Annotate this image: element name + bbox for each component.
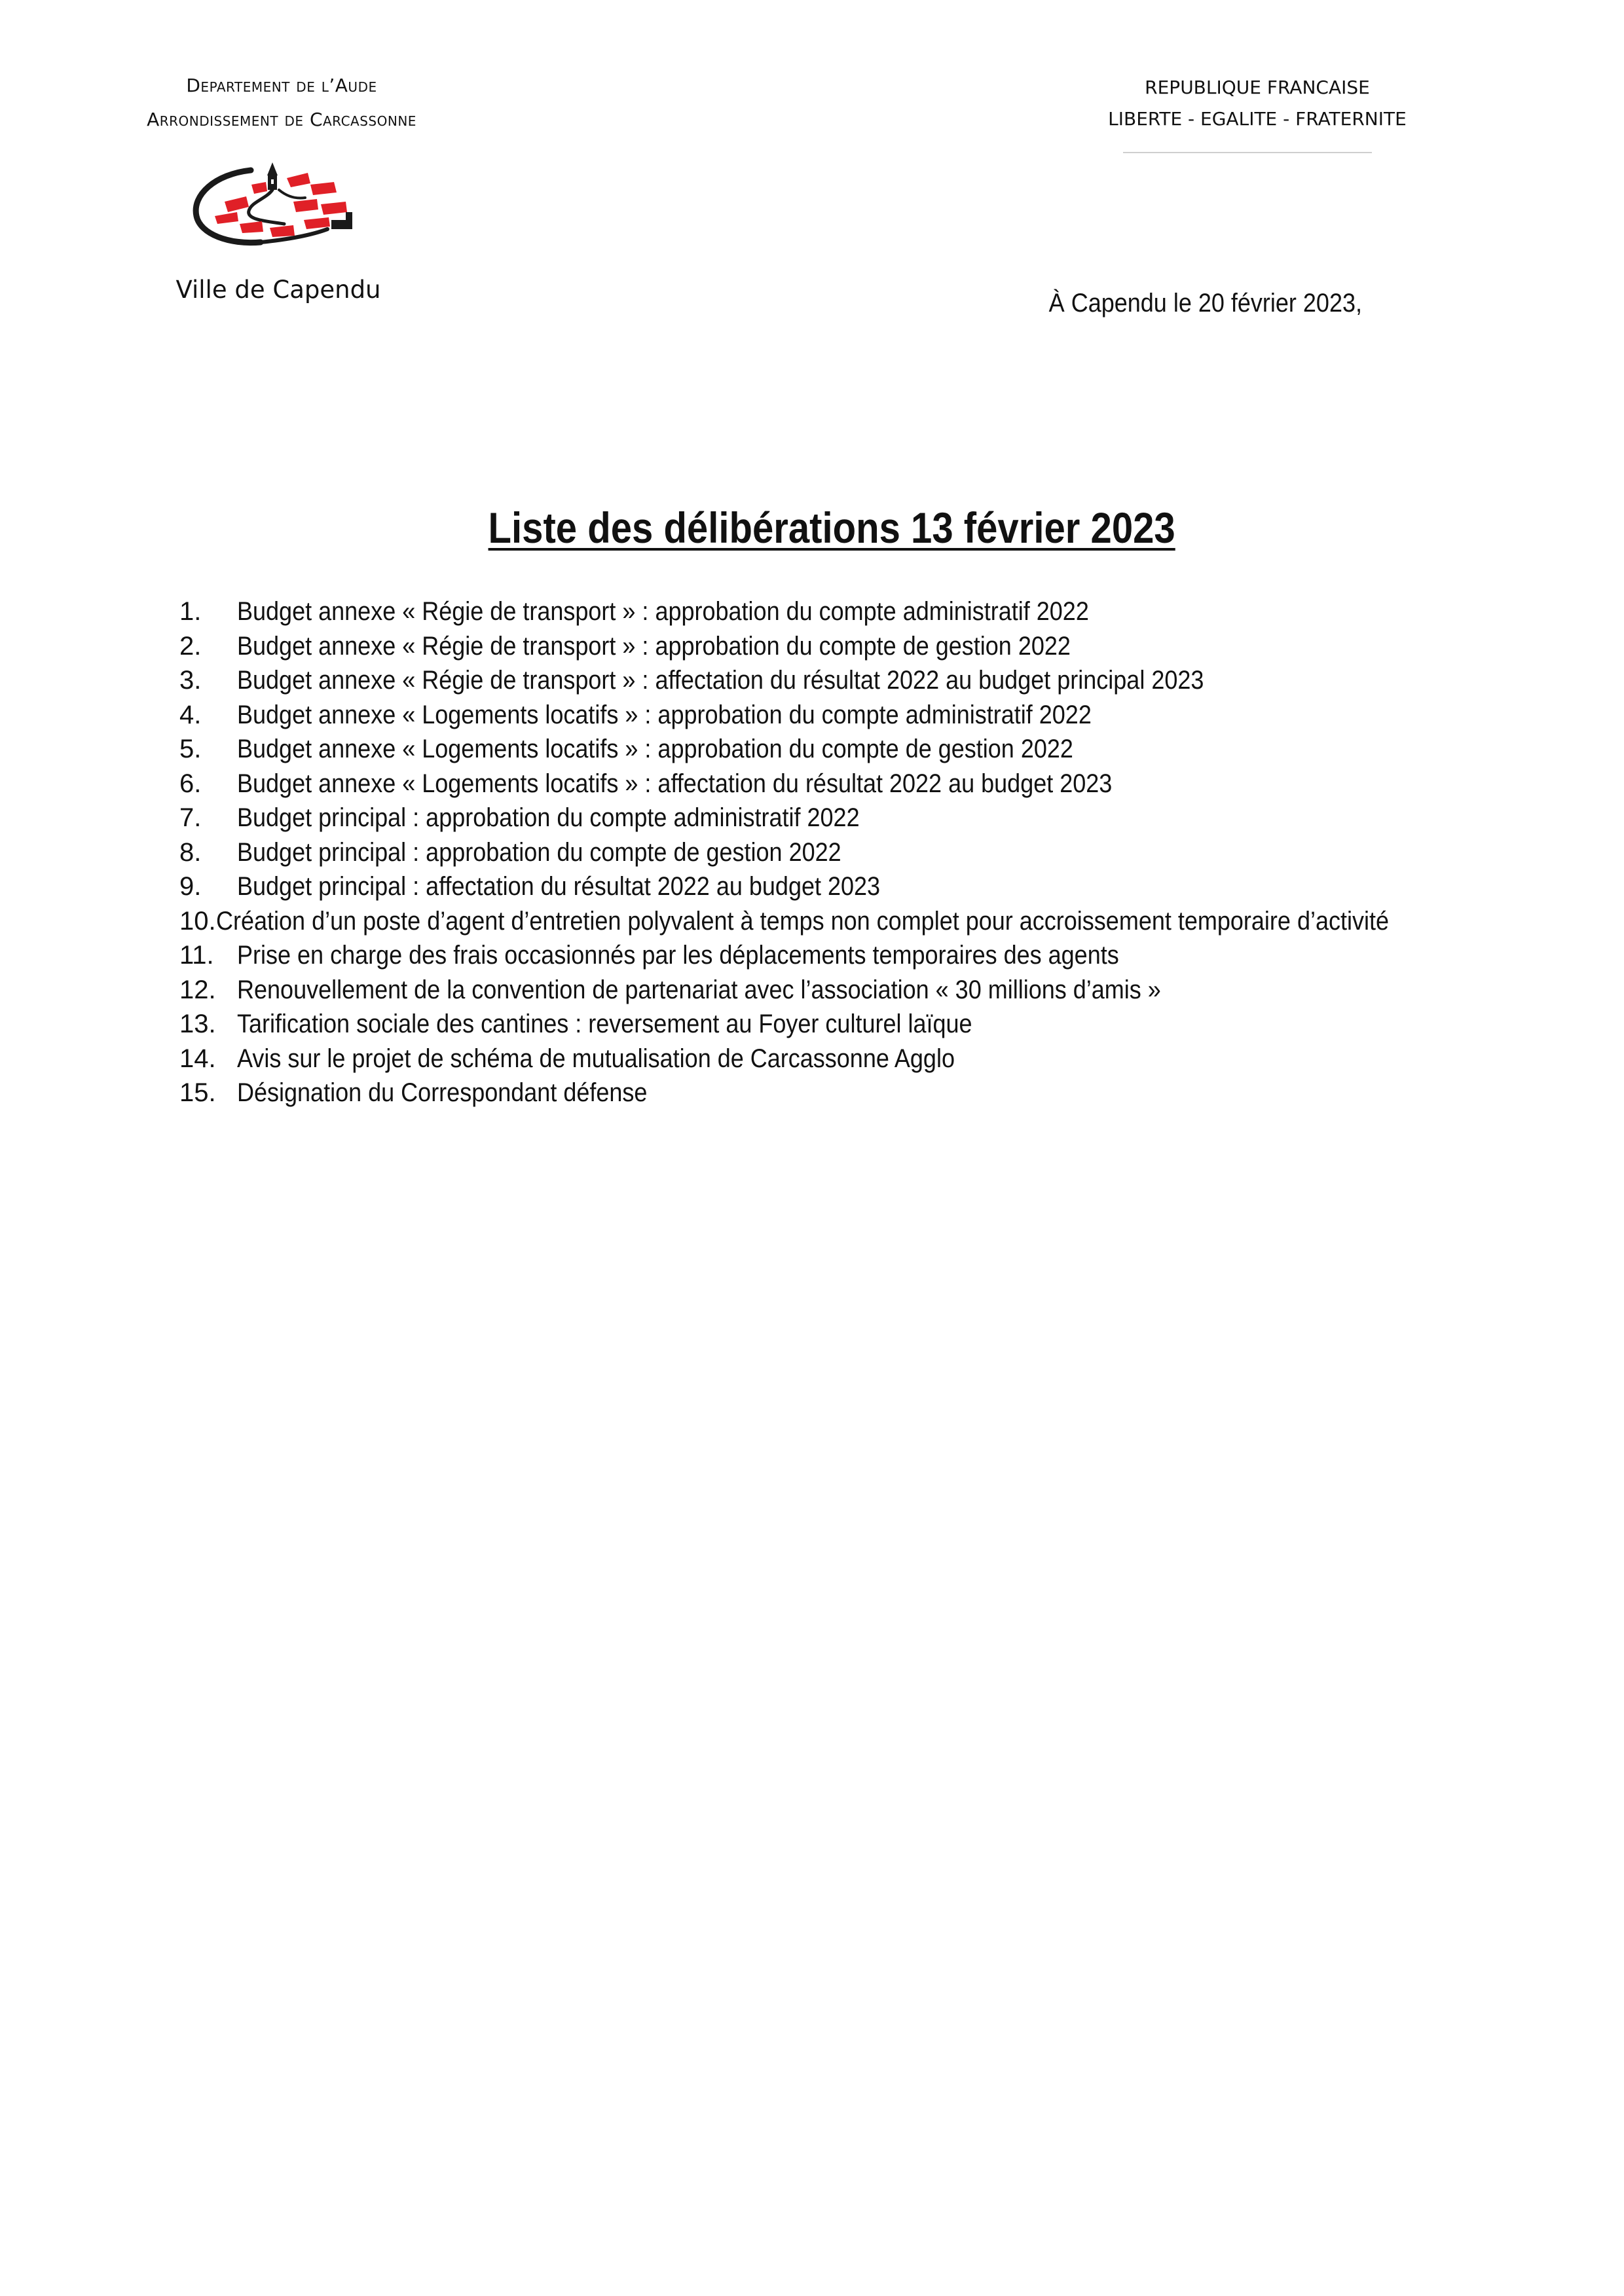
item-text: Avis sur le projet de schéma de mutualisation de Carcassonne Agglo [237, 1044, 955, 1073]
item-text: Budget annexe « Logements locatifs » : approbation du compte administratif 2022 [237, 700, 1092, 729]
list-item [172, 904, 1481, 939]
list-item [172, 594, 1481, 629]
list-item [172, 1076, 1481, 1110]
item-text: Budget annexe « Régie de transport » : affectation du résultat 2022 au budget principal 2023 [237, 666, 1204, 695]
document-title [341, 500, 1323, 556]
item-number: 10. [179, 906, 216, 936]
republic-header [1022, 72, 1493, 135]
item-number: 1. [179, 597, 202, 626]
item-number: 15. [179, 1078, 216, 1107]
list-item [172, 663, 1481, 698]
item-text: Tarification sociale des cantines : reversement au Foyer culturel laïque [237, 1010, 972, 1038]
item-number: 5. [179, 735, 202, 763]
item-number: 6. [179, 769, 202, 798]
place-and-date: À Capendu le 20 février 2023, [1048, 289, 1362, 318]
item-text: Prise en charge des frais occasionnés par les déplacements temporaires des agents [237, 941, 1119, 970]
item-number: 3. [179, 666, 202, 695]
header-divider [1123, 152, 1372, 153]
item-number: 2. [179, 631, 202, 661]
list-item [172, 835, 1481, 870]
list-item [172, 1042, 1481, 1076]
item-text: Budget annexe « Régie de transport » : approbation du compte de gestion 2022 [237, 631, 1071, 661]
department-line: Departement de l’Aude [186, 75, 377, 96]
list-item [172, 801, 1481, 835]
item-number: 13. [179, 1010, 216, 1038]
list-item [172, 869, 1481, 904]
list-item [172, 767, 1481, 801]
item-text: Renouvellement de la convention de partenariat avec l’association « 30 millions d’amis » [237, 975, 1161, 1004]
list-item [172, 732, 1481, 767]
list-item [172, 938, 1481, 973]
item-number: 14. [179, 1044, 216, 1073]
deliberations-list [172, 594, 1481, 1110]
arrondissement-line: Arrondissement de Carcassonne [147, 109, 416, 130]
item-number: 8. [179, 837, 202, 867]
motto-line: LIBERTE - EGALITE - FRATERNITE [1108, 108, 1407, 130]
item-number: 9. [179, 872, 202, 901]
item-text: Budget annexe « Régie de transport » : approbation du compte administratif 2022 [237, 597, 1089, 626]
item-text: Budget annexe « Logements locatifs » : affectation du résultat 2022 au budget 2023 [237, 769, 1113, 798]
item-text: Budget principal : approbation du compte de gestion 2022 [237, 837, 841, 867]
list-item [172, 698, 1481, 733]
item-text: Création d’un poste d’agent d’entretien polyvalent à temps non complet pour accroissement temporaire d’activité [215, 906, 1389, 936]
item-number: 7. [179, 803, 202, 832]
town-name: Ville de Capendu [175, 276, 381, 304]
republic-line: REPUBLIQUE FRANCAISE [1145, 77, 1370, 98]
item-text: Budget principal : approbation du compte administratif 2022 [237, 803, 860, 832]
list-item [172, 973, 1481, 1008]
item-number: 4. [179, 700, 202, 729]
item-number: 11. [179, 941, 214, 970]
item-text: Budget annexe « Logements locatifs » : approbation du compte de gestion 2022 [237, 735, 1073, 763]
capendu-town-logo-icon [189, 156, 372, 254]
list-item [172, 629, 1481, 664]
item-text: Désignation du Correspondant défense [237, 1078, 648, 1107]
list-item [172, 1007, 1481, 1042]
issuer-header [92, 69, 471, 137]
document-title-text: Liste des délibérations 13 février 2023 [488, 503, 1175, 552]
item-text: Budget principal : affectation du résultat 2022 au budget 2023 [237, 872, 881, 901]
item-number: 12. [179, 975, 216, 1004]
